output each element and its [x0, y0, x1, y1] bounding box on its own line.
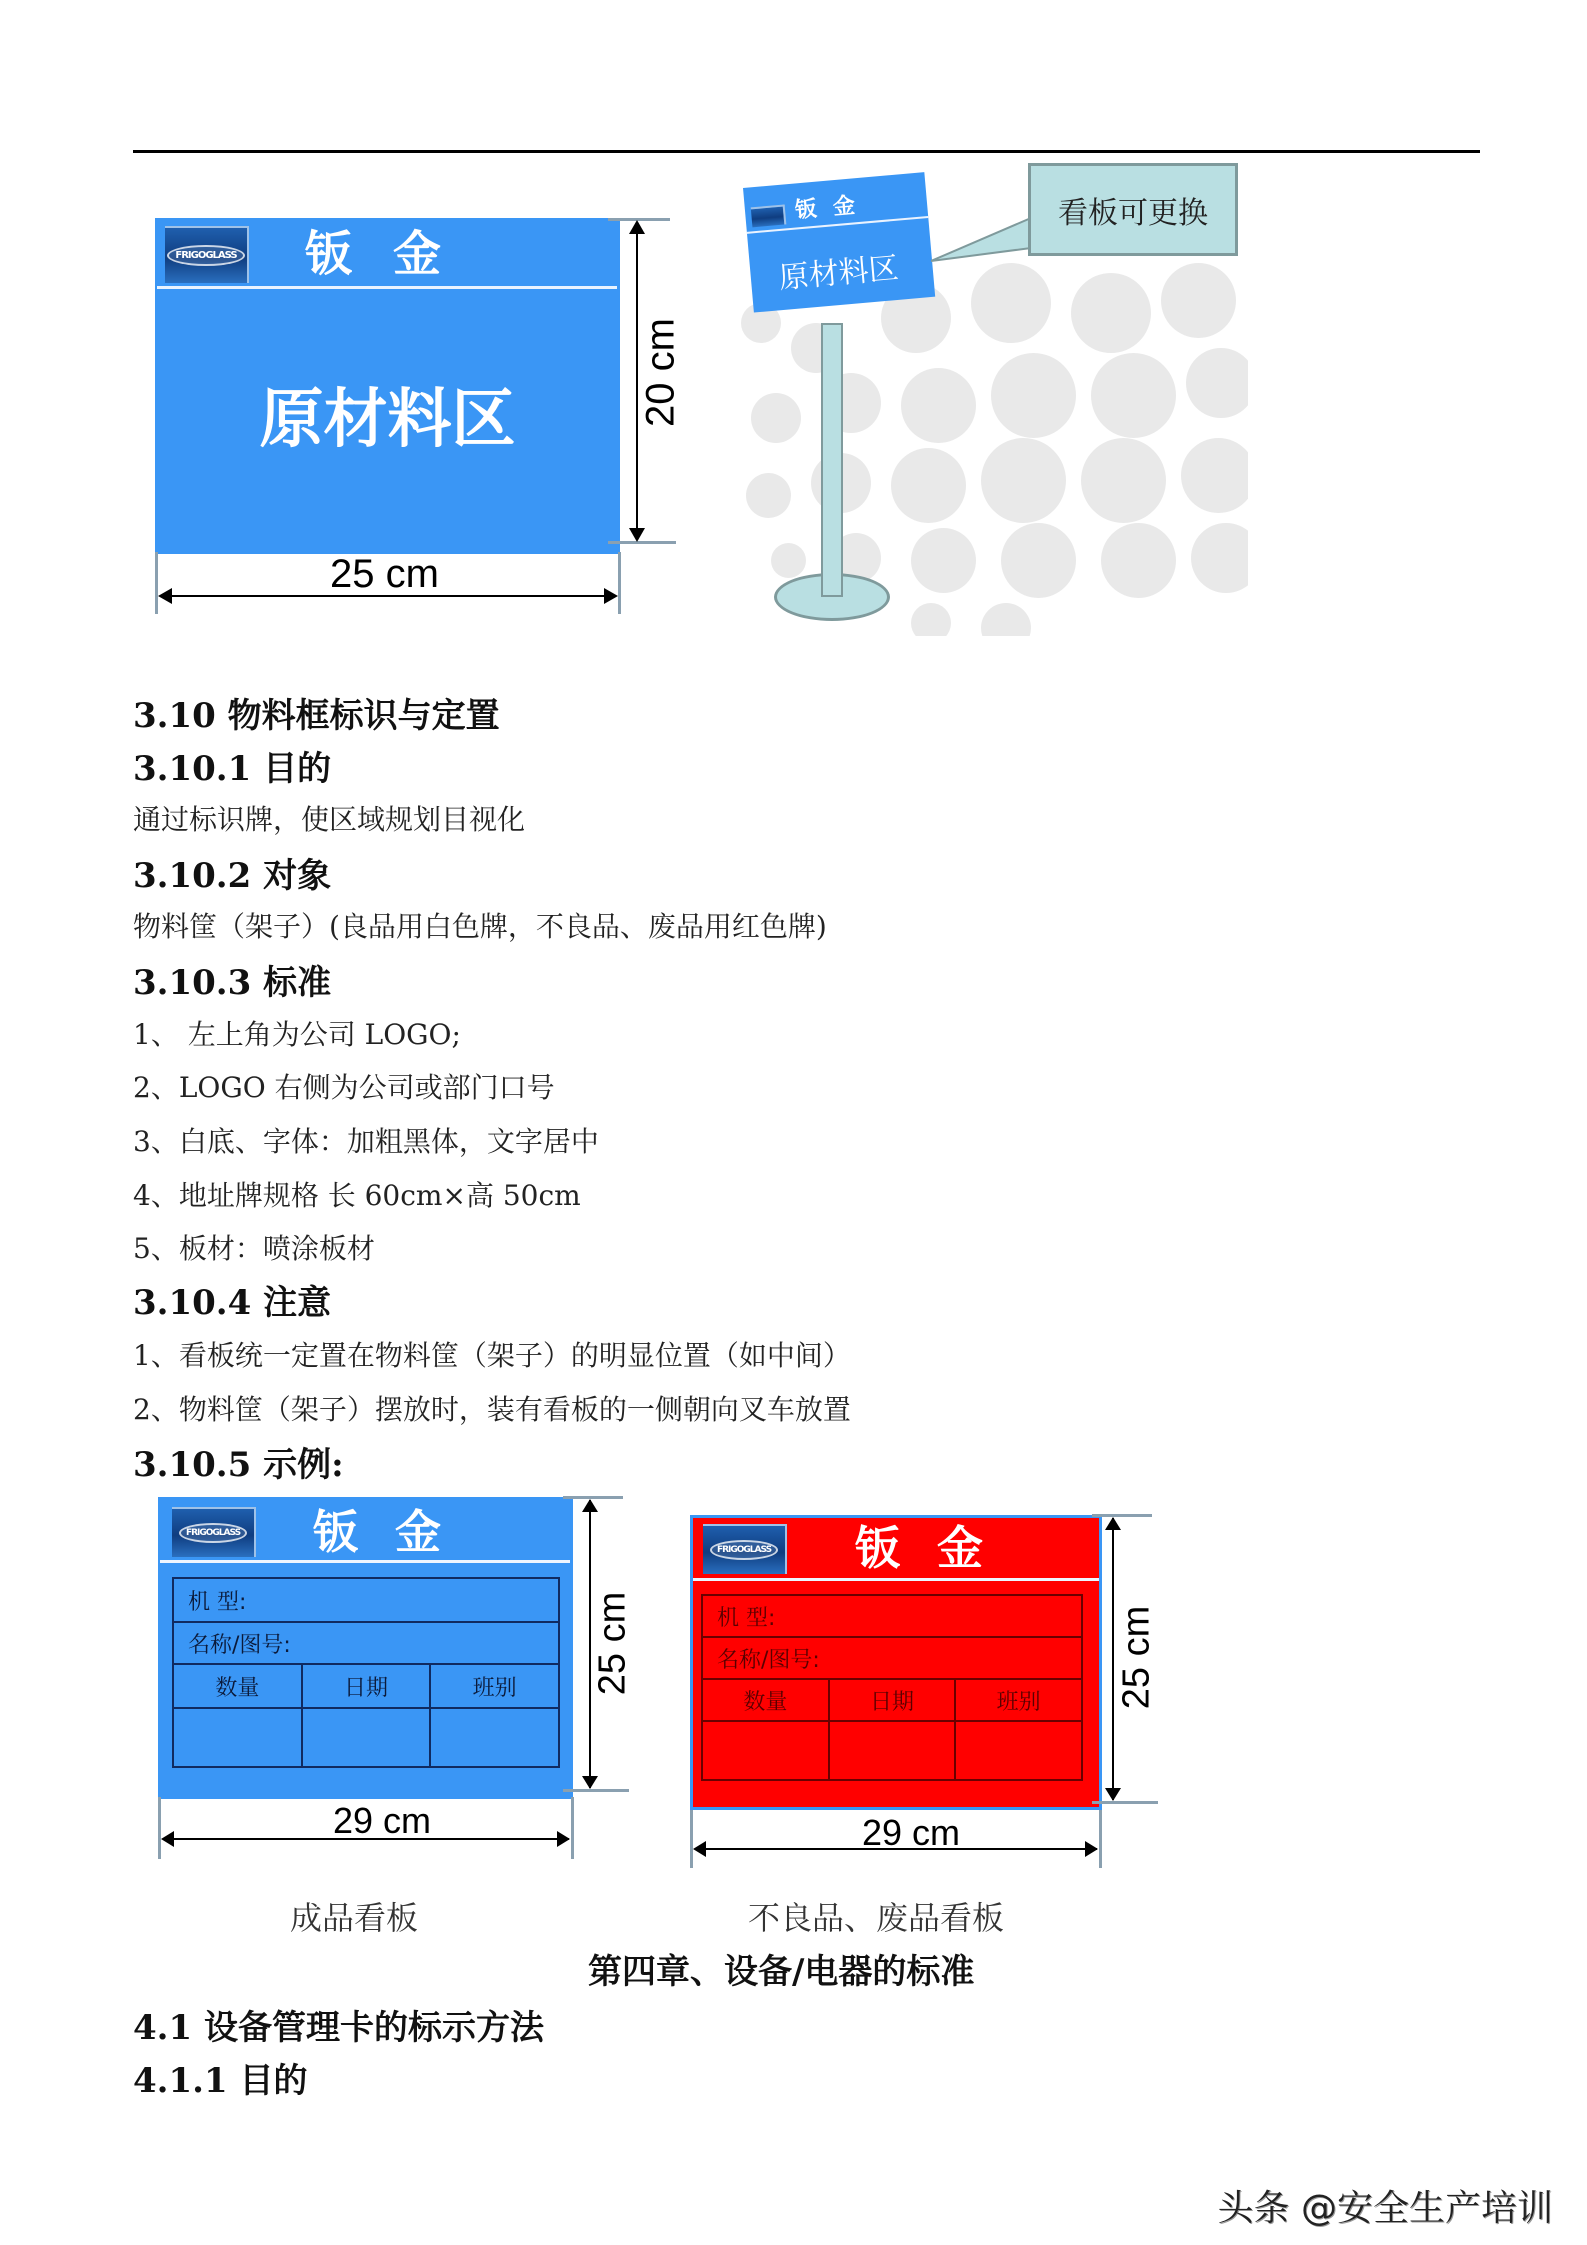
col-shift: 班别: [472, 1675, 517, 1701]
logo-text: FRIGOGLASS: [167, 245, 244, 266]
sign-divider: [157, 286, 617, 289]
mini-sign: [743, 172, 935, 312]
arrow-down-icon: [1105, 1788, 1121, 1801]
dimension-tick: [1099, 1810, 1102, 1868]
defective-goods-sign: [690, 1515, 1102, 1810]
arrow-right-icon: [604, 588, 618, 604]
dimension-tick: [690, 1810, 693, 1868]
form-blank-row: [703, 1722, 1081, 1779]
heading-3-10-5: 3.10.5 示例:: [133, 1445, 344, 1485]
sign-divider: [160, 1560, 570, 1563]
dimension-tick: [563, 1789, 629, 1792]
paragraph-object: 物料筐（架子）(良品用白色牌，不良品、废品用红色牌): [133, 910, 827, 943]
sign-stand-illustration: [731, 153, 1248, 636]
frigoglass-logo: [165, 226, 249, 283]
dimension-tick: [155, 552, 158, 614]
logo-text: FRIGOGLASS: [179, 1523, 247, 1543]
caption-finished-goods: 成品看板: [290, 1899, 419, 1937]
col-date: 日期: [830, 1680, 957, 1720]
frigoglass-logo: [172, 1507, 256, 1557]
mini-sign-department: 钣金: [794, 191, 873, 224]
note-item: 2、物料筐（架子）摆放时，装有看板的一侧朝向叉车放置: [133, 1393, 851, 1426]
arrow-down-icon: [582, 1776, 598, 1789]
sign-department: 钣金: [305, 226, 482, 282]
logo-text: FRIGOGLASS: [710, 1540, 778, 1560]
col-date: 日期: [303, 1665, 432, 1707]
arrow-up-icon: [582, 1499, 598, 1512]
callout-pointer: [931, 193, 1041, 273]
standard-item: 1、 左上角为公司 LOGO;: [133, 1018, 461, 1051]
source-watermark: 头条 @安全生产培训: [1217, 2188, 1553, 2229]
dimension-tick: [158, 1797, 161, 1859]
col-quantity: 数量: [703, 1680, 830, 1720]
col-quantity: 数量: [174, 1665, 303, 1707]
sign-area-name: 原材料区: [259, 383, 516, 457]
arrow-left-icon: [693, 1841, 706, 1857]
dimension-tick: [1092, 1801, 1158, 1804]
heading-4-1: 4.1 设备管理卡的标示方法: [133, 2008, 544, 2048]
height-label: 25 cm: [1115, 1605, 1158, 1710]
form-header-row: [703, 1680, 1081, 1722]
form-blank-row: [174, 1709, 558, 1766]
width-label: 29 cm: [333, 1800, 432, 1841]
paragraph-purpose: 通过标识牌，使区域规划目视化: [133, 803, 526, 836]
form-row-model: 机 型:: [174, 1579, 558, 1623]
caption-defective-goods: 不良品、废品看板: [748, 1899, 1005, 1937]
height-label: 25 cm: [591, 1591, 634, 1696]
form-header-row: [174, 1665, 558, 1709]
dimension-tick: [1092, 1514, 1152, 1517]
heading-3-10-3: 3.10.3 标准: [133, 963, 332, 1003]
width-label: 25 cm: [330, 552, 439, 596]
sign-department: 钣金: [313, 1505, 477, 1559]
arrow-up-icon: [1105, 1517, 1121, 1530]
col-shift: 班别: [996, 1689, 1041, 1715]
arrow-right-icon: [1085, 1841, 1098, 1857]
standard-item: 3、白底、字体：加粗黑体，文字居中: [133, 1125, 599, 1158]
arrow-left-icon: [158, 588, 172, 604]
stand-pole: [821, 323, 843, 597]
chapter-title: 第四章、设备/电器的标准: [588, 1952, 975, 1992]
arrow-left-icon: [161, 1831, 174, 1847]
standard-item: 2、LOGO 右侧为公司或部门口号: [133, 1071, 555, 1104]
callout-box: 看板可更换: [1028, 163, 1238, 256]
width-label: 29 cm: [862, 1812, 961, 1853]
heading-3-10-4: 3.10.4 注意: [133, 1283, 332, 1323]
finished-goods-sign: [158, 1497, 573, 1799]
mini-sign-area: 原材料区: [777, 250, 901, 297]
arrow-right-icon: [557, 1831, 570, 1847]
frigoglass-logo: [751, 204, 787, 227]
height-label: 20 cm: [638, 318, 683, 427]
form-row-name: 名称/图号:: [174, 1623, 558, 1665]
note-item: 1、看板统一定置在物料筐（架子）的明显位置（如中间）: [133, 1339, 851, 1372]
form-row-model: 机 型:: [703, 1596, 1081, 1638]
form-row-name: 名称/图号:: [703, 1638, 1081, 1680]
arrow-down-icon: [629, 528, 645, 542]
sign-divider: [693, 1578, 1099, 1581]
standard-item: 5、板材：喷涂板材: [133, 1232, 375, 1265]
sign-department: 钣金: [855, 1521, 1019, 1575]
standard-item: 4、地址牌规格 长 60cm×高 50cm: [133, 1179, 581, 1212]
dimension-tick: [618, 552, 621, 614]
frigoglass-logo: [703, 1524, 787, 1574]
sign-form-grid: [701, 1594, 1083, 1781]
heading-3-10-1: 3.10.1 目的: [133, 749, 332, 789]
arrow-up-icon: [629, 220, 645, 234]
heading-4-1-1: 4.1.1 目的: [133, 2061, 308, 2101]
dimension-tick: [571, 1797, 574, 1859]
height-dimension-line: [1112, 1518, 1114, 1800]
heading-3-10: 3.10 物料框标识与定置: [133, 696, 500, 736]
area-sign-figure: [155, 218, 620, 554]
sign-form-grid: [172, 1577, 560, 1768]
heading-3-10-2: 3.10.2 对象: [133, 856, 332, 896]
